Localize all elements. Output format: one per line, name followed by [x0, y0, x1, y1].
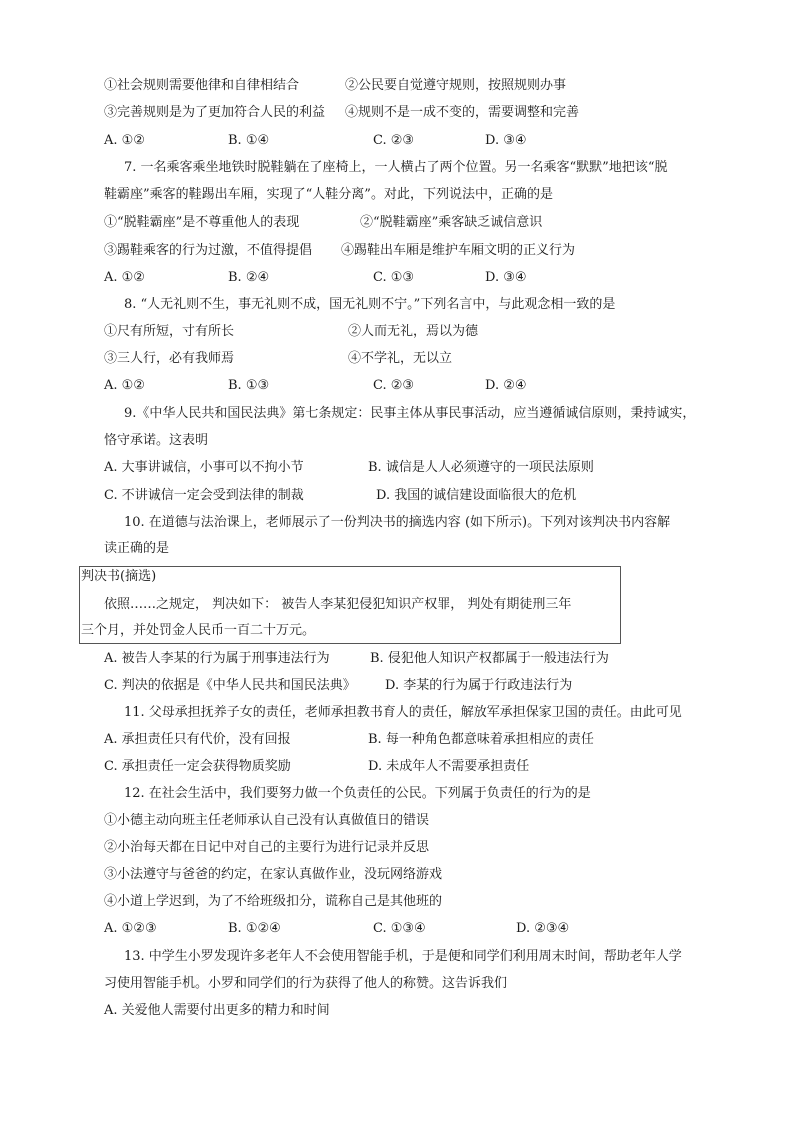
verdict-text: 依照……之规定， 判决如下： 被告人李某犯侵犯知识产权罪， 判处有期徒刑三年 [104, 597, 572, 612]
question-8-stem: 8. “人无礼则不生，事无礼则不成，国无礼则不宁。”下列名言中，与此观念相一致的是 [124, 297, 616, 312]
choice-a: A. 承担责任只有代价，没有回报 [104, 732, 291, 747]
choice-c: C. ①③④ [373, 921, 426, 936]
option-3: ③小法遵守与爸爸的约定，在家认真做作业，没玩网络游戏 [104, 867, 443, 882]
question-9-stem: 9.《中华人民共和国民法典》第七条规定：民事主体从事民事活动，应当遵循诚信原则，秉持诚实， [124, 406, 696, 421]
choice-b: B. ②④ [228, 270, 270, 285]
question-13-stem-cont: 习使用智能手机。小罗和同学们的行为获得了他人的称赞。这告诉我们 [104, 976, 508, 991]
verdict-title: 判决书(摘选) [81, 569, 157, 584]
question-10-stem: 10. 在道德与法治课上，老师展示了一份判决书的摘选内容 (如下所示)。下列对该判决书内容解 [124, 515, 671, 530]
option-1: ①“脱鞋霸座”是不尊重他人的表现 [104, 215, 300, 230]
question-10-stem-cont: 读正确的是 [104, 541, 170, 556]
option-4: ④踢鞋出车厢是维护车厢文明的正义行为 [341, 243, 576, 258]
question-9-stem-cont: 恪守承诺。这表明 [104, 433, 209, 448]
choice-b: B. 诚信是人人必须遵守的一项民法原则 [368, 460, 594, 475]
choice-a: A. ①② [104, 133, 145, 148]
choice-d: D. ③④ [485, 270, 527, 285]
choice-d: D. 我国的诚信建设面临很大的危机 [376, 488, 577, 503]
option-3: ③完善规则是为了更加符合人民的利益 [104, 105, 326, 120]
option-4: ④小道上学迟到，为了不给班级扣分，谎称自己是其他班的 [104, 894, 443, 909]
option-1: ①尺有所短，寸有所长 [104, 324, 235, 339]
choice-a: A. ①②③ [104, 921, 157, 936]
choice-b: B. 每一种角色都意味着承担相应的责任 [368, 732, 594, 747]
choice-d: D. 李某的行为属于行政违法行为 [385, 678, 573, 693]
question-7-stem-cont: 鞋霸座”乘客的鞋踢出车厢，实现了“人鞋分离”。对此，下列说法中，正确的是 [104, 187, 553, 202]
question-7-stem: 7. 一名乘客乘坐地铁时脱鞋躺在了座椅上，一人横占了两个位置。另一名乘客“默默”地把该“脱 [124, 160, 668, 175]
choice-b: B. ①④ [228, 133, 270, 148]
choice-a: A. ①② [104, 378, 145, 393]
choice-d: D. 未成年人不需要承担责任 [368, 759, 530, 774]
choice-a: A. ①② [104, 270, 145, 285]
choice-c: C. ②③ [373, 133, 415, 148]
choice-c: C. 承担责任一定会获得物质奖励 [104, 759, 291, 774]
choice-b: B. 侵犯他人知识产权都属于一般违法行为 [370, 651, 609, 666]
option-2: ②人而无礼，焉以为德 [348, 324, 479, 339]
choice-a: A. 关爱他人需要付出更多的精力和时间 [104, 1003, 330, 1018]
choice-a: A. 被告人李某的行为属于刑事违法行为 [104, 651, 330, 666]
option-2: ②“脱鞋霸座”乘客缺乏诚信意识 [360, 215, 543, 230]
verdict-text-cont: 三个月，并处罚金人民币一百二十万元。 [81, 623, 316, 638]
option-3: ③三人行，必有我师焉 [104, 351, 235, 366]
choice-c: C. ②③ [373, 378, 415, 393]
choice-c: C. 不讲诚信一定会受到法律的制裁 [104, 488, 304, 503]
option-2: ②小治每天都在日记中对自己的主要行为进行记录并反思 [104, 840, 430, 855]
choice-c: C. ①③ [373, 270, 415, 285]
option-1: ①小德主动向班主任老师承认自己没有认真做值日的错误 [104, 813, 430, 828]
option-3: ③踢鞋乘客的行为过激，不值得提倡 [104, 243, 313, 258]
choice-c: C. 判决的依据是《中华人民共和国民法典》 [104, 678, 356, 693]
option-1: ①社会规则需要他律和自律相结合 [104, 78, 300, 93]
option-4: ④规则不是一成不变的，需要调整和完善 [345, 105, 580, 120]
choice-d: D. ②③④ [516, 921, 570, 936]
choice-d: D. ③④ [485, 133, 527, 148]
question-11-stem: 11. 父母承担抚养子女的责任，老师承担教书育人的责任，解放军承担保家卫国的责任。由此可见 [124, 705, 682, 720]
choice-d: D. ②④ [485, 378, 527, 393]
choice-a: A. 大事讲诚信，小事可以不拘小节 [104, 460, 304, 475]
question-12-stem: 12. 在社会生活中，我们要努力做一个负责任的公民。下列属于负责任的行为的是 [124, 786, 591, 801]
choice-b: B. ①③ [228, 378, 270, 393]
choice-b: B. ①②④ [228, 921, 281, 936]
question-13-stem: 13. 中学生小罗发现许多老年人不会使用智能手机，于是便和同学们利用周末时间，帮助老年人学 [124, 949, 682, 964]
option-2: ②公民要自觉遵守规则，按照规则办事 [345, 78, 567, 93]
option-4: ④不学礼，无以立 [348, 351, 453, 366]
